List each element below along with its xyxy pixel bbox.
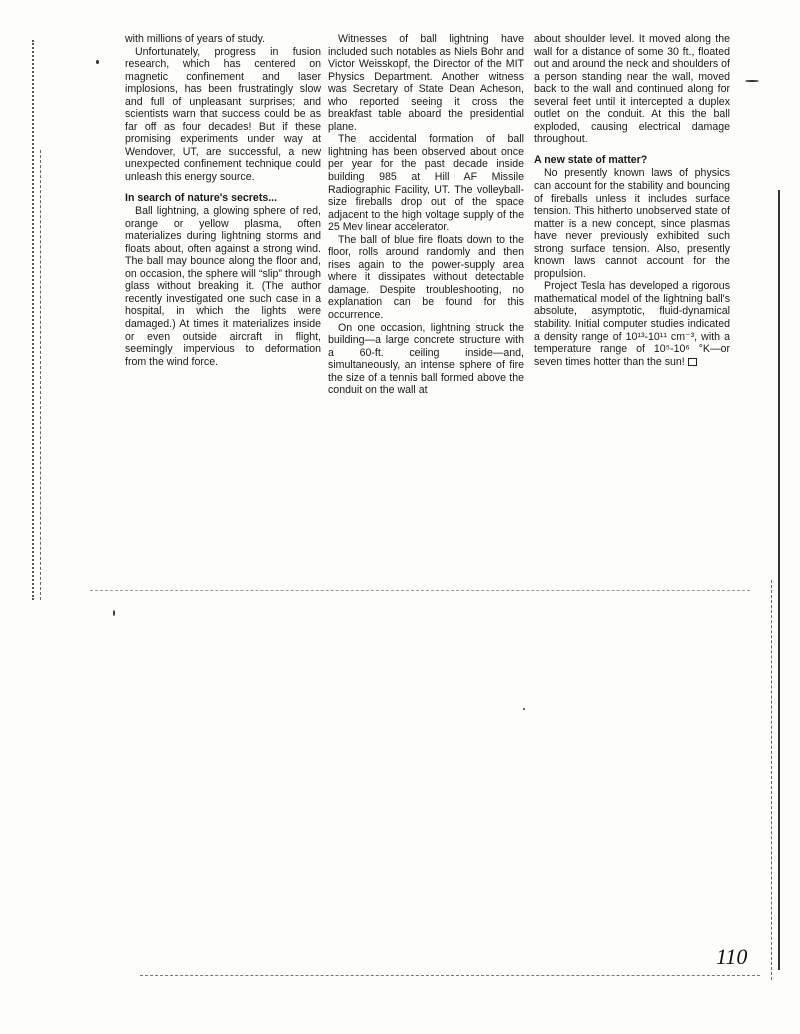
scan-edge-right bbox=[778, 190, 780, 970]
scan-speck bbox=[113, 610, 115, 616]
text-column-2 bbox=[328, 33, 524, 397]
text-column-1 bbox=[125, 33, 321, 368]
paragraph: No presently known laws of physics can account for the stability and bouncing of fireballs unless it includes surface tension. This hitherto unobserved state of matter is a new concept, since plasmas have never previously exhibited such strong surface tension. Also, presently known laws cannot account for the propulsion. bbox=[534, 167, 730, 280]
scan-speck bbox=[96, 60, 99, 64]
paragraph bbox=[534, 280, 730, 368]
paragraph: On one occasion, lightning struck the building—a large concrete structure with a 60-ft. ceiling inside—and, simultaneously, an intense sphere of fire the size of a tennis ball formed above the conduit on the wall at bbox=[328, 321, 524, 397]
paragraph: Ball lightning, a glowing sphere of red, orange or yellow plasma, often materializes during lightning storms and floats about, often against a strong wind. The ball may bounce along the floor and, on occasion, the sphere will “slip” through glass without breaking it. (The author recently investigated one such case in a hospital, in which the lights were damaged.) At times it materializes inside or even outside aircraft in flight, seemingly impervious to deformation from the wind force. bbox=[125, 205, 321, 368]
end-of-article-mark bbox=[688, 358, 697, 366]
paragraph: The accidental formation of ball lightning has been observed about once per year for the past decade inside building 985 at Hill AF Missile Radiographic Facility, UT. The volleyball-size fireballs drop out of the space adjacent to the high voltage supply of the 25 Mev linear accelerator. bbox=[328, 133, 524, 234]
paragraph: The ball of blue fire floats down to the floor, rolls around randomly and then rises again to the power-supply area where it dissipates without detectable damage. Despite troubleshooting, no explanation can be found for this occurrence. bbox=[328, 233, 524, 322]
scan-edge-left bbox=[40, 150, 41, 600]
section-heading: In search of nature's secrets... bbox=[125, 191, 278, 204]
section-heading: A new state of matter? bbox=[534, 153, 648, 166]
scan-speck bbox=[745, 80, 759, 82]
paragraph: with millions of years of study. bbox=[125, 33, 265, 45]
text-column-3 bbox=[534, 33, 730, 368]
scan-edge-left bbox=[32, 40, 34, 600]
page-number: 110 bbox=[716, 944, 748, 969]
scan-speck bbox=[523, 708, 525, 710]
paragraph: about shoulder level. It moved along the wall for a distance of some 30 ft., floated out and around the neck and shoulders of a person standing near the wall, moved back to the wall and continued along for several feet until it intercepted a duplex outlet on the conduit. At this the ball exploded, causing electrical damage throughout. bbox=[534, 33, 730, 146]
paragraph: Witnesses of ball lightning have included such notables as Niels Bohr and Victor Weisskopf, the Director of the MIT Physics Department. Another witness was Secretary of State Dean Acheson, who reported seeing it cross the breakfast table aboard the presidential plane. bbox=[328, 33, 524, 133]
scan-edge-right bbox=[771, 580, 772, 980]
scan-rule bbox=[90, 590, 750, 591]
paragraph-text: Project Tesla has developed a rigorous mathematical model of the lightning ball's absolute, asymptotic, fluid-dynamical stability. Initial computer studies indicated a density range of 10¹³-10¹¹ cm⁻³, with a temperature range of 10⁵-10⁶ °K—or seven times hotter than the sun! bbox=[534, 280, 730, 368]
paragraph: Unfortunately, progress in fusion research, which has centered on magnetic confinement and laser implosions, has been frustratingly slow and full of unpleasant surprises; and scientists warn that success could be as far off as four decades! But if these promising experiments under way at Wendover, UT, are successful, a new unexpected confinement technique could unleash this energy source. bbox=[125, 45, 321, 184]
scan-rule bbox=[140, 975, 760, 976]
